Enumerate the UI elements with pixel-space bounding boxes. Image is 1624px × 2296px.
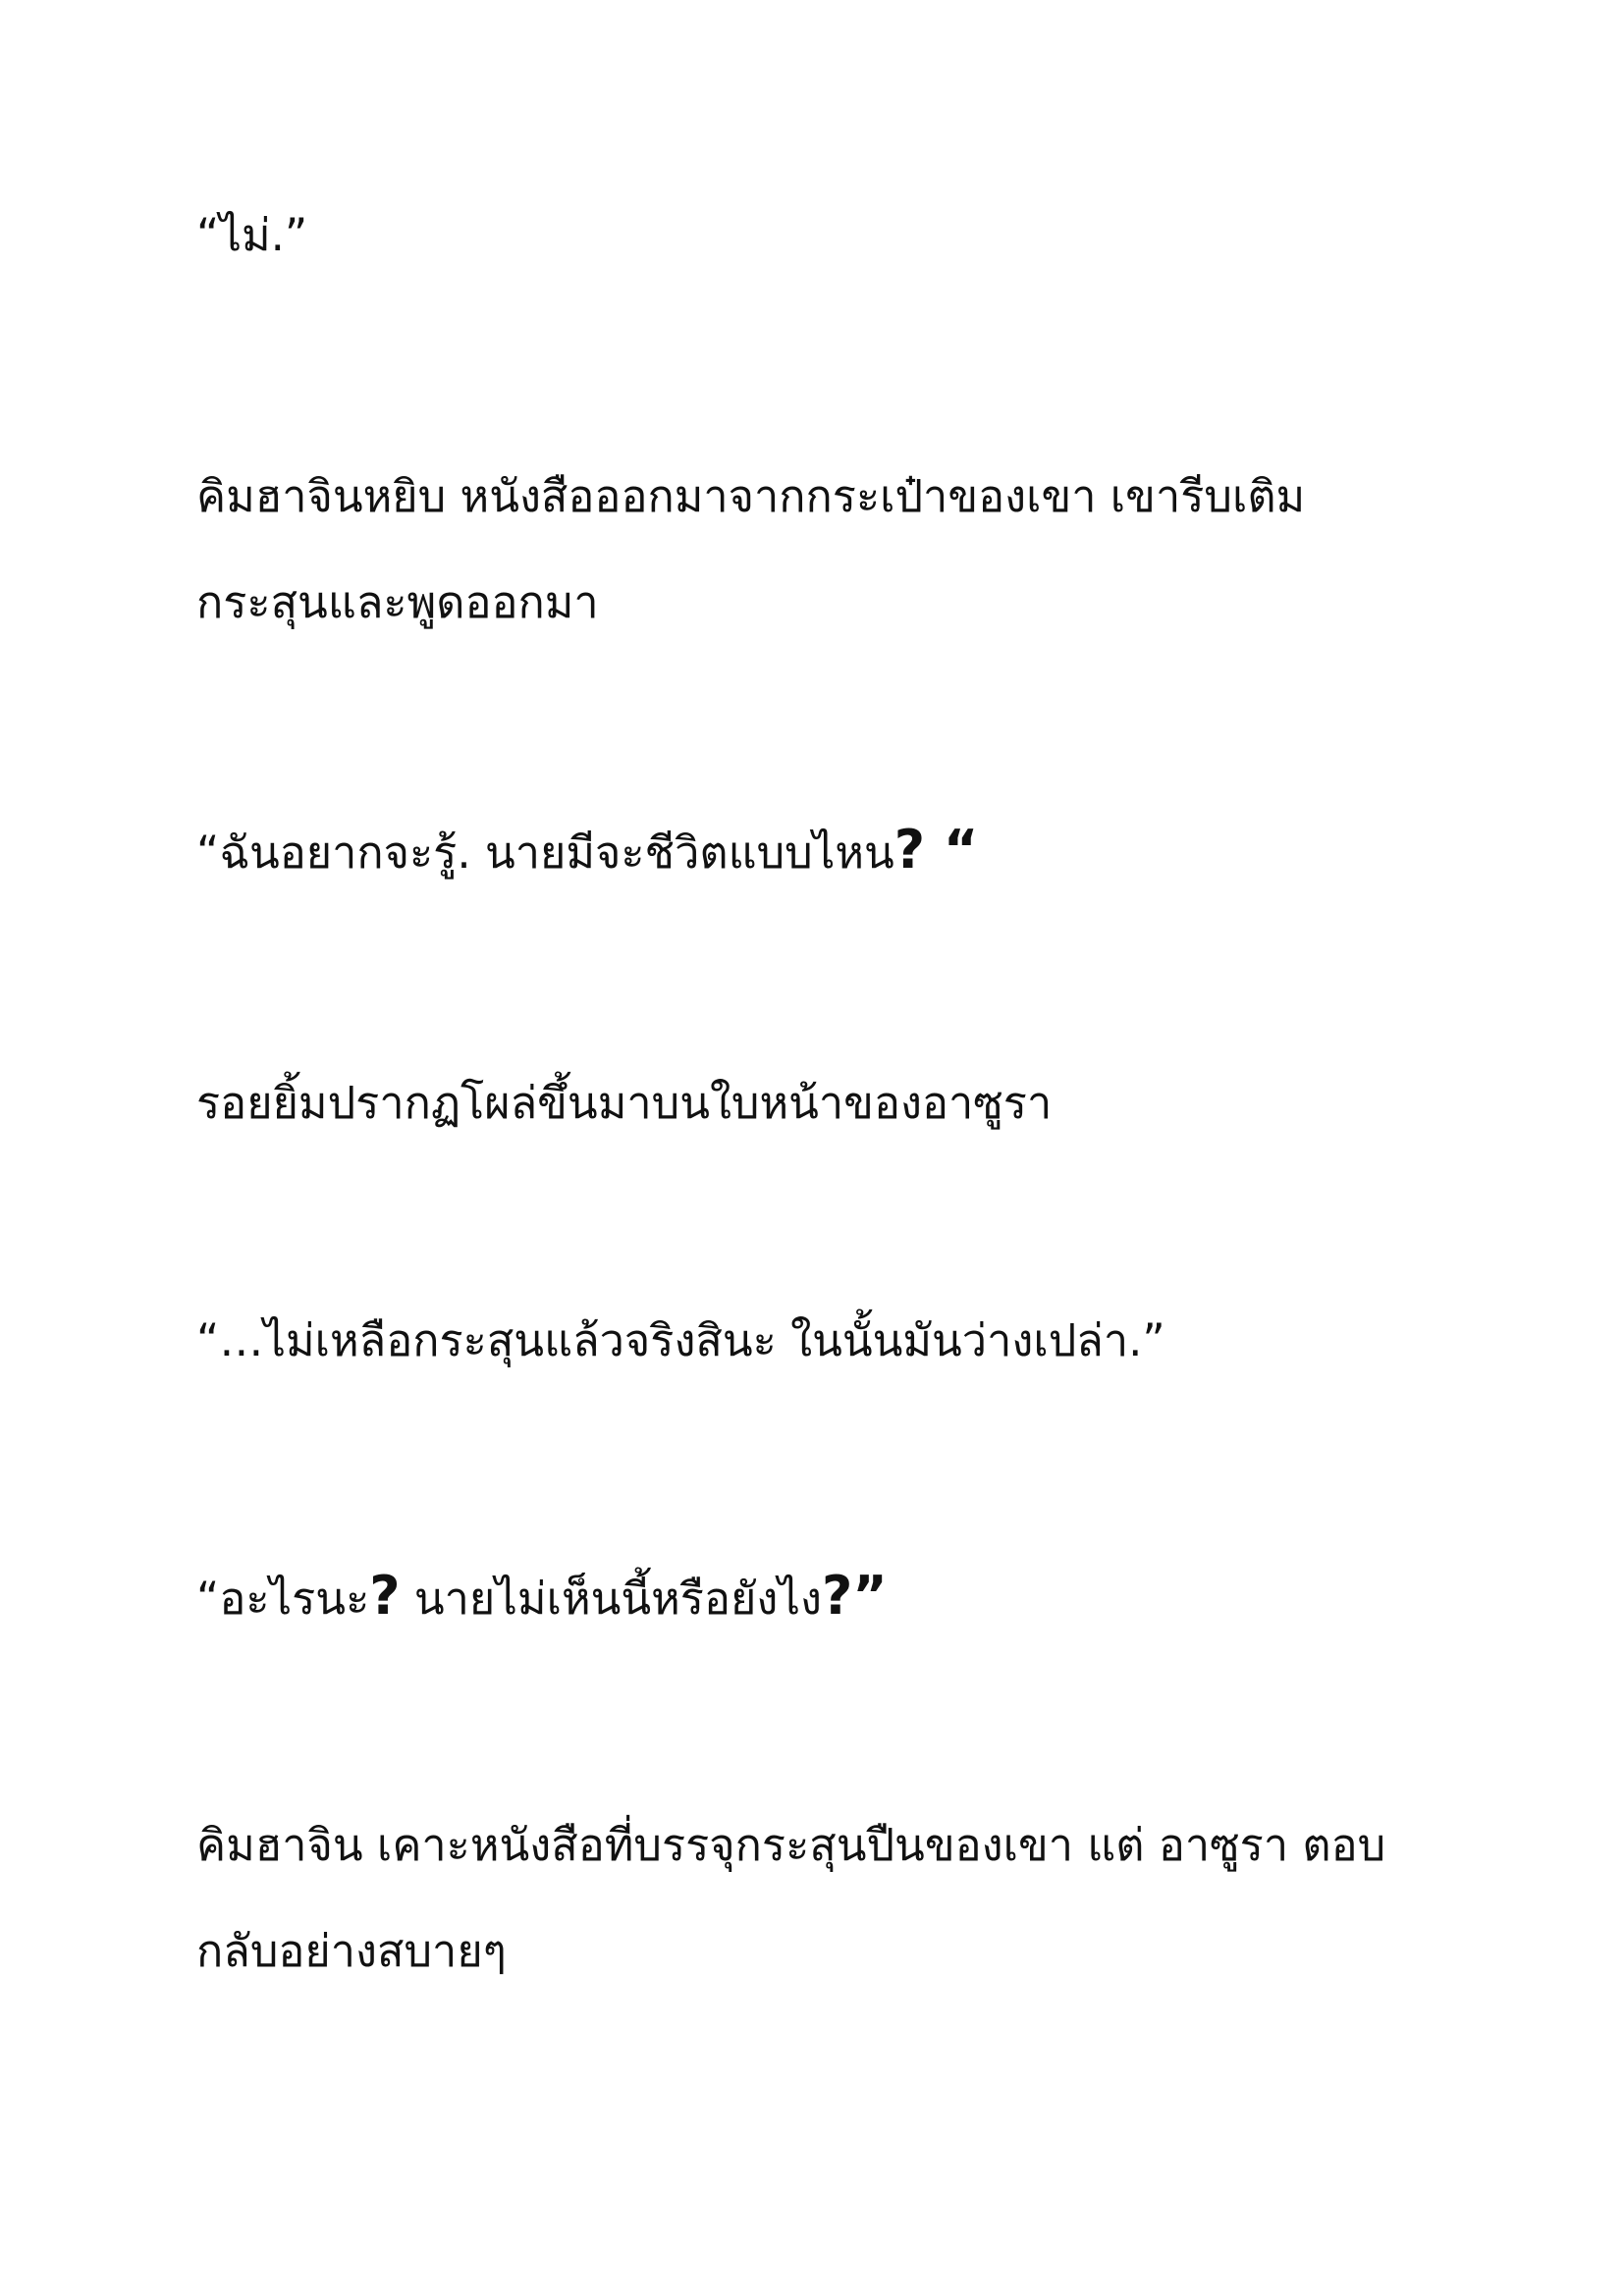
text-line xyxy=(196,1543,1434,1652)
text-line: รอยยิ้มปรากฏโผล่ขึ้นมาบนใบหน้าของอาซูรา xyxy=(196,1077,1053,1129)
text-segment-bold: ? xyxy=(369,1565,401,1627)
text-segment: “อะไรนะ xyxy=(196,1573,370,1625)
text-line: “ไม่.” xyxy=(196,209,308,261)
text-line xyxy=(196,797,1434,906)
text-line: คิมฮาจิน เคาะหนังสือที่บรรจุกระสุนปืนของเขา แต่ อาซูรา ตอบ xyxy=(196,1819,1386,1871)
dialogue-paragraph xyxy=(196,1288,1434,1394)
text-line: “…ไม่เหลือกระสุนแล้วจริงสินะ ในนั้นมันว่างเปล่า.” xyxy=(196,1314,1165,1366)
text-segment-bold: ?” xyxy=(821,1565,888,1627)
text-line: กลับอย่างสบายๆ xyxy=(196,1925,507,1977)
dialogue-paragraph xyxy=(196,183,1434,289)
text-segment-bold: ? “ xyxy=(893,819,979,881)
narration-paragraph xyxy=(196,1050,1434,1156)
narration-paragraph xyxy=(196,444,1434,656)
text-line: กระสุนและพูดออกมา xyxy=(196,576,599,628)
dialogue-paragraph xyxy=(196,1543,1434,1652)
text-line: คิมฮาจินหยิบ หนังสือออกมาจากกระเป๋าของเขา เขารีบเติม xyxy=(196,470,1306,522)
text-segment: “ฉันอยากจะรู้. นายมีจะชีวิตแบบไหน xyxy=(196,827,894,879)
text-segment: นายไม่เห็นนี้หรือยังไง xyxy=(400,1573,822,1625)
dialogue-paragraph xyxy=(196,797,1434,906)
narration-paragraph xyxy=(196,1792,1434,2004)
